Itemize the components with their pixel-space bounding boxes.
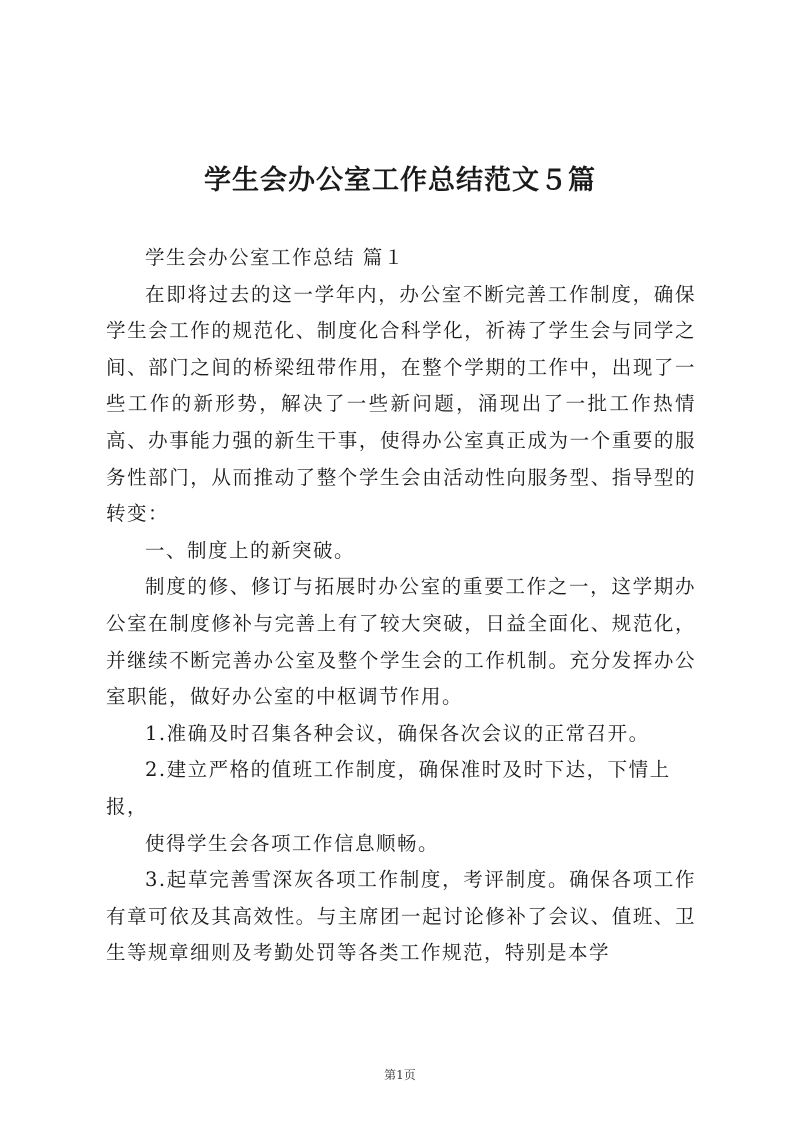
list-item: 2.建立严格的值班工作制度，确保准时及时下达，下情上报，	[106, 758, 671, 818]
section-heading: 学生会办公室工作总结 篇１	[145, 246, 405, 269]
paragraph: 在即将过去的这一学年内，办公室不断完善工作制度，确保学生会工作的规范化、制度化合科学化，祈祷了学生会与同学之间、部门之间的桥梁纽带作用，在整个学期的工作中，出现了一些工作的新形势，解决了一些新问题，涌现出了一批工作热情高、办事能力强的新生干事，使得办公室真正成为一个重要的服务性部门，从而推动了整个学生会由活动性向服务型、指导型的转变：	[106, 282, 696, 526]
paragraph: 制度的修、修订与拓展时办公室的重要工作之一，这学期办公室在制度修补与完善上有了较大突破，日益全面化、规范化，并继续不断完善办公室及整个学生会的工作机制。充分发挥办公室职能，做好办公室的中枢调节作用。	[106, 575, 696, 709]
page-number: 第1页	[384, 1068, 416, 1082]
document-title: 学生会办公室工作总结范文５篇	[204, 165, 596, 196]
subsection-heading: 一、制度上的新突破。	[145, 538, 356, 562]
list-item: 1.准确及时召集各种会议，确保各次会议的正常召开。	[145, 721, 650, 745]
list-item: 3.起草完善雪深灰各项工作制度，考评制度。确保各项工作有章可依及其高效性。与主席团一起讨论修补了会议、值班、卫生等规章细则及考勤处罚等各类工作规范，特别是本学	[106, 868, 696, 965]
paragraph: 使得学生会各项工作信息顺畅。	[145, 831, 440, 855]
document-body	[106, 240, 696, 972]
